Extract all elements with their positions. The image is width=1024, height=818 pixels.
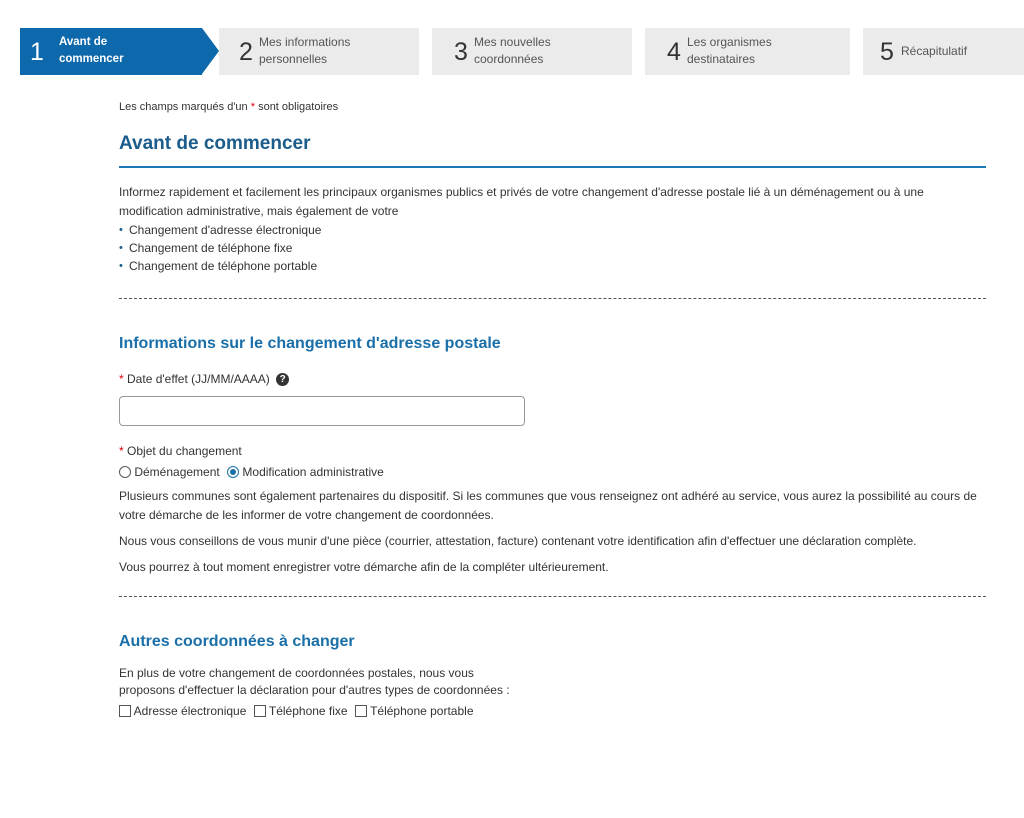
step-3 [432, 28, 632, 75]
required-fields-note [119, 100, 986, 114]
intro-bullet-list [119, 221, 986, 275]
other-section-title: Autres coordonnées à changer [119, 633, 355, 650]
step-4-label-line2: destinataires [687, 52, 756, 66]
object-field-label [119, 443, 986, 459]
step-3-label-line1: Mes nouvelles [474, 35, 551, 49]
checkbox-telephone-portable-label[interactable]: Téléphone portable [370, 704, 474, 718]
object-label-text: Objet du changement [127, 444, 242, 458]
step-4 [645, 28, 850, 75]
required-star: * [119, 372, 124, 386]
step-3-label [474, 34, 551, 68]
question-circle-icon[interactable]: ? [276, 373, 289, 386]
step-2-label-line2: personnelles [259, 52, 328, 66]
checkbox-adresse-electronique-label[interactable]: Adresse électronique [133, 704, 247, 718]
required-note-text: Les champs marqués d'un [119, 101, 251, 113]
step-5-label: Récapitulatif [901, 44, 968, 58]
other-coords-checkbox-group [119, 703, 986, 719]
step-2 [219, 28, 419, 75]
step-5-number: 5 [880, 38, 894, 66]
step-4-label-line1: Les organismes [687, 35, 772, 49]
radio-demenagement[interactable] [119, 466, 131, 478]
section-divider [119, 596, 986, 597]
step-4-number: 4 [667, 38, 681, 66]
info-paragraph-piece: Nous vous conseillons de vous munir d'une pièce (courrier, attestation, facture) contenant votre identification afin d'effectuer une déclaration complète. [119, 534, 917, 548]
radio-demenagement-label[interactable]: Déménagement [134, 465, 220, 479]
radio-modification-administrative[interactable] [227, 466, 239, 478]
object-radio-group [119, 464, 986, 480]
section-divider [119, 298, 986, 299]
step-3-number: 3 [454, 38, 468, 66]
other-section-text: En plus de votre changement de coordonnées postales, nous vous proposons d'effectuer la déclaration pour d'autres types de coordonnées : [119, 666, 510, 697]
required-star: * [119, 444, 124, 458]
date-label-text: Date d'effet (JJ/MM/AAAA) [127, 372, 270, 386]
date-field-label [119, 371, 986, 387]
step-1 [20, 28, 202, 75]
step-1-label-line2: commencer [59, 53, 124, 65]
step-1-label-line1: Avant de [59, 36, 108, 48]
progress-stepper [20, 28, 1024, 75]
step-2-label-line1: Mes informations [259, 35, 351, 49]
step-1-label [59, 34, 124, 68]
list-item: • Changement de téléphone fixe [119, 239, 986, 257]
step-2-label [259, 34, 350, 68]
info-paragraph-communes: Plusieurs communes sont également partenaires du dispositif. Si les communes que vous renseignez ont adhéré au service, vous aurez la possibilité au cours de votre démarche de les informer de votre changement de coordonnées. [119, 489, 977, 522]
date-input[interactable] [119, 396, 525, 426]
postal-section-title: Informations sur le changement d'adresse postale [119, 335, 501, 352]
main-content [119, 100, 986, 719]
checkbox-telephone-portable[interactable] [355, 705, 367, 717]
required-star: * [250, 101, 256, 113]
page-title: Avant de commencer [119, 132, 986, 168]
checkbox-telephone-fixe[interactable] [254, 705, 266, 717]
step-1-number: 1 [30, 38, 44, 66]
info-paragraph-enregistrer: Vous pourrez à tout moment enregistrer votre démarche afin de la compléter ultérieurement. [119, 560, 609, 574]
checkbox-adresse-electronique[interactable] [119, 705, 131, 717]
list-item: • Changement de téléphone portable [119, 257, 986, 275]
checkbox-telephone-fixe-label[interactable]: Téléphone fixe [268, 704, 348, 718]
step-4-label [687, 34, 772, 68]
step-3-label-line2: coordonnées [474, 52, 544, 66]
step-2-number: 2 [239, 38, 253, 66]
intro-text: Informez rapidement et facilement les principaux organismes publics et privés de votre changement d'adresse postale lié à un déménagement ou à une modification administrative, mais également de votre [119, 185, 924, 218]
step-1-arrow [202, 28, 219, 74]
radio-modification-administrative-label[interactable]: Modification administrative [242, 465, 384, 479]
required-note-text-end: sont obligatoires [255, 101, 339, 113]
step-5 [863, 28, 1024, 75]
list-item: • Changement d'adresse électronique [119, 221, 986, 239]
